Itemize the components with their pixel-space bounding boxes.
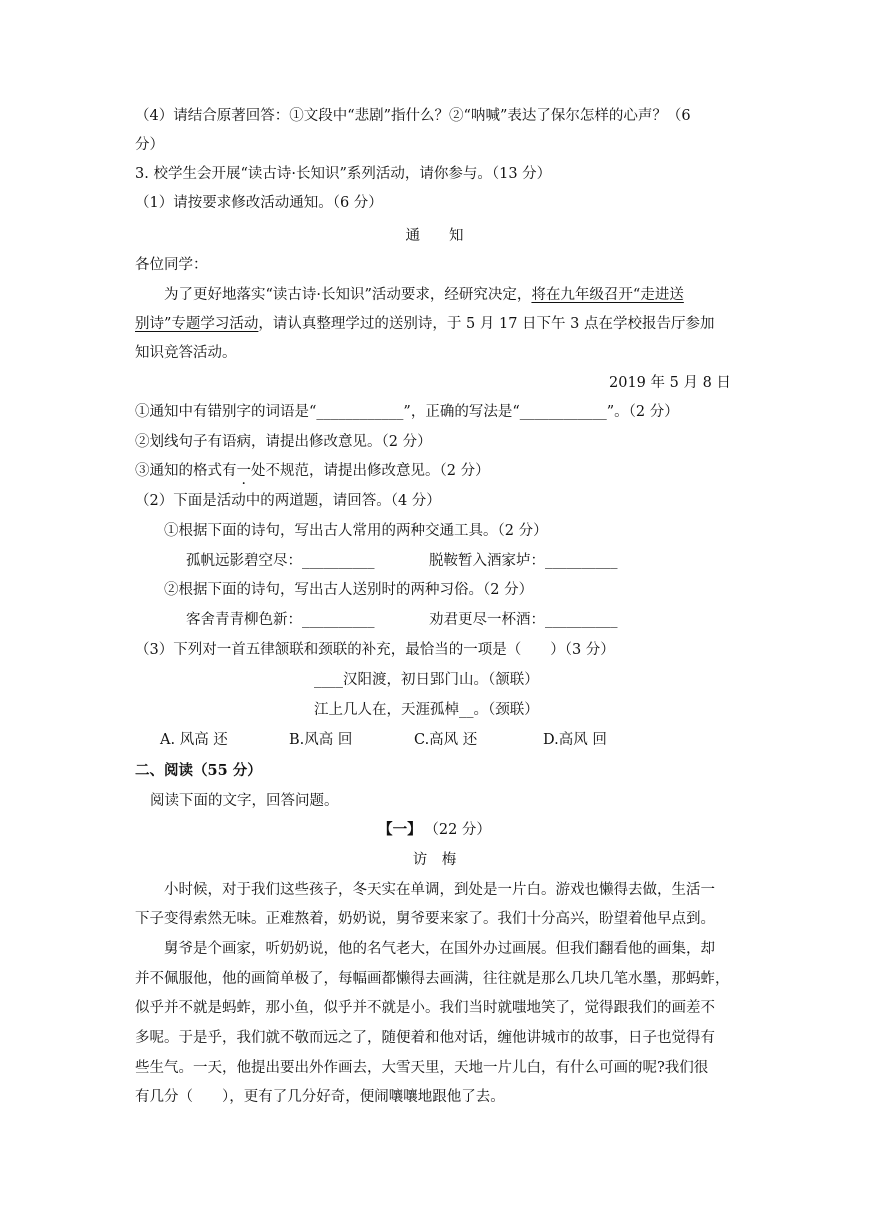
notice-paragraph-line2 xyxy=(135,314,714,334)
option-b: B.风高 回 xyxy=(289,732,353,748)
section-2-heading: 二、阅读（55 分） xyxy=(135,762,262,779)
emphasis-character: 一 xyxy=(236,463,251,479)
option-c: C.高风 还 xyxy=(414,732,478,748)
verse-jinglian: 江上几人在，天涯孤棹__。（颈联） xyxy=(314,702,539,718)
question-3-1: （1）请按要求修改活动通知。（6 分） xyxy=(135,195,383,211)
underlined-sentence-part2: 别诗”专题学习活动 xyxy=(135,316,259,332)
question-3-2-1: ①根据下面的诗句，写出古人常用的两种交通工具。（2 分） xyxy=(164,523,548,539)
notice-paragraph-line3: 知识竞答活动。 xyxy=(135,345,237,361)
notice-paragraph-line1 xyxy=(164,285,684,305)
article-line: 小时候，对于我们这些孩子，冬天实在单调，到处是一片白。游戏也懒得去做，生活一 xyxy=(164,882,715,898)
article-line: 下子变得索然无味。正难熬着，奶奶说，舅爷要来家了。我们十分高兴，盼望着他早点到。 xyxy=(135,911,715,927)
underlined-sentence-part1: 将在九年级召开“走进送 xyxy=(531,287,684,303)
article-line: 有几分（ ），更有了几分好奇，便闹嚷嚷地跟他了去。 xyxy=(135,1089,505,1105)
part-1-score: （22 分） xyxy=(431,822,491,838)
poem-line-gufan: 孤帆远影碧空尽：__________ xyxy=(186,553,375,569)
sub-question-3 xyxy=(135,461,490,481)
notice-title: 通 知 xyxy=(405,228,464,244)
reading-instruction: 阅读下面的文字，回答问题。 xyxy=(150,793,339,809)
poem-line-quanjun: 劝君更尽一杯酒：__________ xyxy=(429,612,618,628)
question-3-title: 3. 校学生会开展“读古诗·长知识”系列活动，请你参与。（13 分） xyxy=(135,166,552,182)
sub-question-1: ①通知中有错别字的词语是“____________”，正确的写法是“____________”。（2 分） xyxy=(135,404,679,420)
question-3-2: （2）下面是活动中的两道题，请回答。（4 分） xyxy=(135,493,441,509)
option-a: A. 风高 还 xyxy=(160,732,228,748)
sub-question-3-text: ③通知的格式有 xyxy=(135,463,237,479)
part-1-heading xyxy=(0,820,869,840)
article-line: 多呢。于是乎，我们就不敬而远之了，随便着和他对话，缠他讲城市的故事，日子也觉得有 xyxy=(135,1030,715,1046)
notice-greeting: 各位同学： xyxy=(135,257,208,273)
question-3-3: （3）下列对一首五律颔联和颈联的补充，最恰当的一项是（ ）（3 分） xyxy=(135,642,615,658)
option-d: D.高风 回 xyxy=(543,732,607,748)
article-line: 舅爷是个画家，听奶奶说，他的名气老大，在国外办过画展。但我们翻看他的画集，却 xyxy=(164,941,715,957)
notice-date: 2019 年 5 月 8 日 xyxy=(609,375,731,391)
notice-text: ，请认真整理学过的送别诗，于 5 月 17 日下午 3 点在学校报告厅参加 xyxy=(258,316,715,332)
article-line: 并不佩服他，他的画简单极了，每幅画都懒得去画满，往往就是那么几块几笔水墨，那蚂蚱， xyxy=(135,971,730,987)
part-1-label: 【一】 xyxy=(378,821,422,838)
question-2-4-line2: 分） xyxy=(135,137,164,153)
article-title: 访 梅 xyxy=(412,852,457,868)
article-line: 似乎并不就是蚂蚱，那小鱼，似乎并不就是小。我们当时就嗤地笑了，觉得跟我们的画差不 xyxy=(135,1000,715,1016)
poem-line-keshe: 客舍青青柳色新：__________ xyxy=(186,612,375,628)
sub-question-2: ②划线句子有语病，请提出修改意见。（2 分） xyxy=(135,434,432,450)
verse-hanlian: ____汉阳渡，初日郢门山。（颔联） xyxy=(314,672,539,688)
poem-line-tuoan: 脱鞍暂入酒家垆：__________ xyxy=(429,553,618,569)
question-3-2-2: ②根据下面的诗句，写出古人送别时的两种习俗。（2 分） xyxy=(164,582,534,598)
notice-text: 为了更好地落实“读古诗·长知识”活动要求，经研究决定， xyxy=(164,287,532,303)
question-2-4-line1: （4）请结合原著回答：①文段中“悲剧”指什么？②“呐喊”表达了保尔怎样的心声？（6 xyxy=(135,108,691,124)
article-line: 些生气。一天，他提出要出外作画去，大雪天里，天地一片儿白，有什么可画的呢?我们很 xyxy=(135,1060,709,1076)
sub-question-3-text: 处不规范，请提出修改意见。（2 分） xyxy=(251,463,490,479)
